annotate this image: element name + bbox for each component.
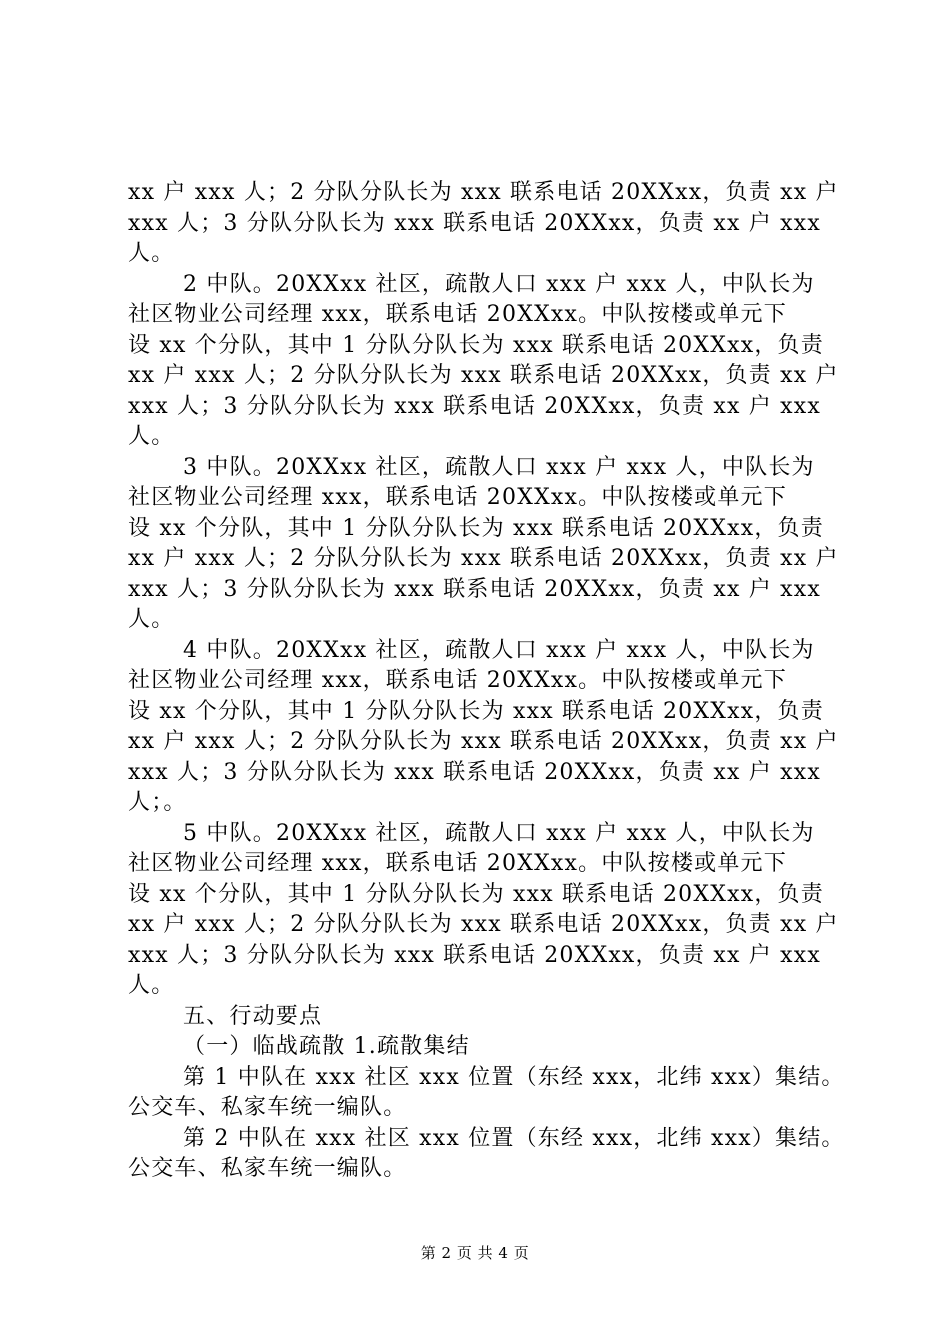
text-line: xx 户 xxx 人；2 分队分队长为 xxx 联系电话 20XXxx，负责 xx 户 (128, 546, 839, 571)
section-heading: 五、行动要点 (183, 1003, 323, 1029)
text-line: xx 户 xxx 人；2 分队分队长为 xxx 联系电话 20XXxx，负责 xx 户 (128, 912, 839, 937)
paragraph-start-line: 5 中队。20XXxx 社区，疏散人口 xxx 户 xxx 人，中队长为 (183, 820, 815, 846)
text-line: 设 xx 个分队，其中 1 分队分队长为 xxx 联系电话 20XXxx，负责 (128, 332, 824, 358)
paragraph-start-line: 3 中队。20XXxx 社区，疏散人口 xxx 户 xxx 人，中队长为 (183, 454, 815, 480)
text-line: 人；。 (128, 790, 187, 815)
text-line: 社区物业公司经理 xxx，联系电话 20XXxx。中队按楼或单元下 (128, 851, 787, 876)
text-line: 人。 (128, 241, 175, 266)
paragraph-start-line: 第 2 中队在 xxx 社区 xxx 位置（东经 xxx，北纬 xxx）集结。 (183, 1125, 845, 1151)
page-number-footer: 第 2 页 共 4 页 (420, 1244, 530, 1262)
text-line: xxx 人；3 分队分队长为 xxx 联系电话 20XXxx，负责 xx 户 xxx (128, 759, 821, 785)
paragraph-start-line: 第 1 中队在 xxx 社区 xxx 位置（东经 xxx，北纬 xxx）集结。 (183, 1064, 845, 1090)
text-line: xx 户 xxx 人；2 分队分队长为 xxx 联系电话 20XXxx，负责 xx 户 (128, 180, 839, 205)
text-line: xx 户 xxx 人；2 分队分队长为 xxx 联系电话 20XXxx，负责 xx 户 (128, 363, 839, 388)
text-line: xxx 人；3 分队分队长为 xxx 联系电话 20XXxx，负责 xx 户 xxx (128, 393, 821, 419)
text-line: 人。 (128, 424, 175, 449)
text-line: 社区物业公司经理 xxx，联系电话 20XXxx。中队按楼或单元下 (128, 668, 787, 693)
text-line: xxx 人；3 分队分队长为 xxx 联系电话 20XXxx，负责 xx 户 xxx (128, 942, 821, 968)
text-line: 社区物业公司经理 xxx，联系电话 20XXxx。中队按楼或单元下 (128, 485, 787, 510)
paragraph-start-line: 4 中队。20XXxx 社区，疏散人口 xxx 户 xxx 人，中队长为 (183, 637, 815, 663)
text-line: 公交车、私家车统一编队。 (128, 1095, 407, 1120)
text-line: xxx 人；3 分队分队长为 xxx 联系电话 20XXxx，负责 xx 户 xxx (128, 576, 821, 602)
text-line: 人。 (128, 973, 175, 998)
subsection-heading: （一）临战疏散 1.疏散集结 (183, 1034, 470, 1059)
text-line: 公交车、私家车统一编队。 (128, 1156, 407, 1181)
paragraph-start-line: 2 中队。20XXxx 社区，疏散人口 xxx 户 xxx 人，中队长为 (183, 271, 815, 297)
text-line: 人。 (128, 607, 175, 632)
text-line: 设 xx 个分队，其中 1 分队分队长为 xxx 联系电话 20XXxx，负责 (128, 515, 824, 541)
text-line: 社区物业公司经理 xxx，联系电话 20XXxx。中队按楼或单元下 (128, 302, 787, 327)
text-line: xx 户 xxx 人；2 分队分队长为 xxx 联系电话 20XXxx，负责 xx 户 (128, 729, 839, 754)
text-line: 设 xx 个分队，其中 1 分队分队长为 xxx 联系电话 20XXxx，负责 (128, 698, 824, 724)
text-line: 设 xx 个分队，其中 1 分队分队长为 xxx 联系电话 20XXxx，负责 (128, 881, 824, 907)
text-line: xxx 人；3 分队分队长为 xxx 联系电话 20XXxx，负责 xx 户 xxx (128, 210, 821, 236)
document-body (128, 178, 844, 1185)
